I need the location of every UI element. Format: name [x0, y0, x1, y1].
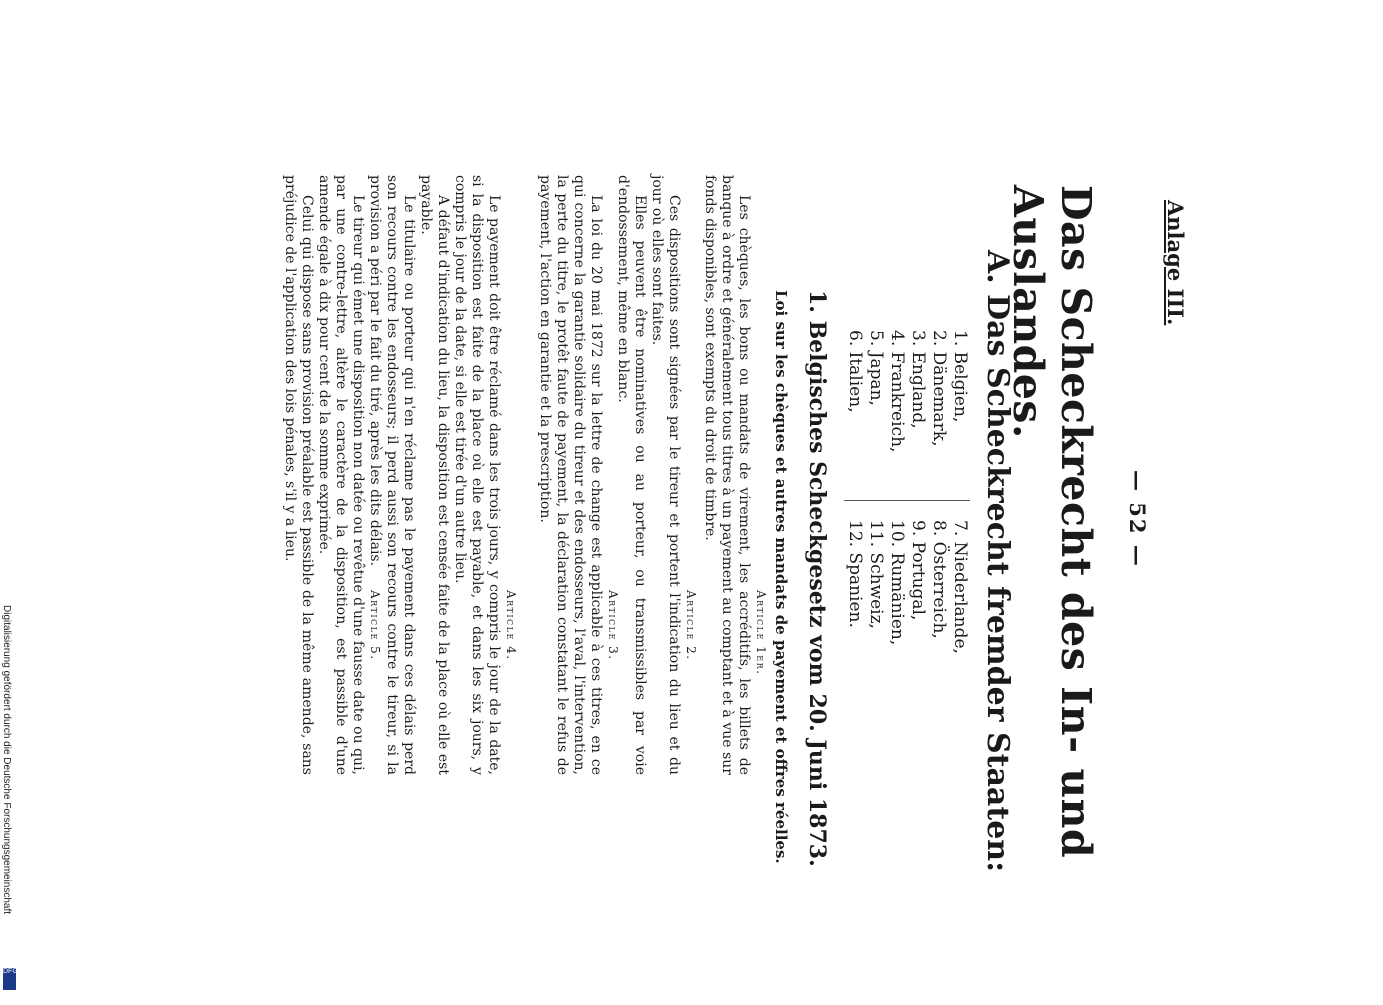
list-item: 2. Dänemark,	[929, 330, 949, 447]
list-item: 8. Österreich,	[929, 520, 949, 639]
bracket-divider	[844, 500, 970, 501]
document-title: Das Scheckrecht des In- und Auslandes.	[1004, 185, 1100, 859]
article-heading: Article 1er.	[754, 590, 768, 676]
list-item: 10. Rumänien,	[887, 520, 907, 646]
appendix-label: Anlage III.	[1163, 200, 1188, 326]
list-item: 12. Spanien.	[845, 520, 865, 628]
law-title: Loi sur les chèques et autres mandats de payement et offres réelles.	[772, 290, 790, 864]
list-item: 9. Portugal,	[908, 520, 928, 621]
page-number: — 52 —	[1125, 470, 1150, 568]
digitization-note-text: Digitalisierung gefördert durch die Deutsche Forschungsgemeinschaft	[1, 605, 12, 915]
section-heading: A. Das Scheckrecht fremder Staaten:	[980, 250, 1015, 873]
article-heading: Article 5.	[368, 590, 382, 661]
article-heading: Article 3.	[606, 590, 620, 661]
paragraph: Celui qui dispose sans provision préalable est passible de la même amende, sans préjudice de l'application des lois pénales, s'il y a lieu.	[282, 175, 315, 775]
article-body	[614, 175, 682, 775]
states-list-left	[844, 330, 970, 452]
article-heading: Article 2.	[684, 590, 698, 661]
list-item: 4. Frankreich,	[887, 330, 907, 453]
list-item: 1. Belgien,	[950, 330, 970, 423]
article-body	[701, 175, 752, 775]
document-page	[100, 0, 1260, 1000]
paragraph: Ces dispositions sont signées par le tireur et portent l'indication du lieu et du jour où elles sont faites.	[649, 175, 682, 775]
list-item: 5. Japan,	[866, 330, 886, 406]
list-item: 7. Niederlande,	[950, 520, 970, 654]
article-body	[536, 175, 604, 775]
paragraph: Les chèques, les bons ou mandats de virement, les accréditifs, les billets de banque à ordre et généralement tous titres à un payement au comptant et à vue sur fonds disponibles, sont exempts du droit de timbre.	[702, 175, 752, 775]
states-list-right	[844, 520, 970, 654]
list-item: 11. Schweiz,	[866, 520, 886, 629]
paragraph: A défaut d'indication du lieu, la disposition est censée faite de la place où elle est payable.	[418, 175, 451, 775]
paragraph: La loi du 20 mai 1872 sur la lettre de change est applicable à ces titres, en ce qui concerne la garantie solidaire du tireur et des endosseurs, l'aval, l'intervention, la perte du titre, le protêt faute de payement, la déclaration constatant le refus de payement, l'action en garantie et la prescription.	[537, 175, 604, 775]
list-item: 3. England,	[908, 330, 928, 429]
paragraph: Le titulaire ou porteur qui n'en réclame pas le payement dans ces délais perd son recours contre les endosseurs; il perd aussi son recours contre le tireur, si la provision a péri par le fait du tiré, après les dits délais.	[367, 175, 417, 775]
subsection-heading: 1. Belgisches Scheckgesetz vom 20. Juni 1873.	[804, 290, 830, 867]
dfg-logo: DFG	[3, 968, 16, 990]
list-item: 6. Italien,	[845, 330, 865, 413]
digitization-note	[0, 605, 18, 995]
article-body	[281, 175, 366, 775]
article-heading: Article 4.	[504, 590, 518, 661]
paragraph: Elles peuvent être nominatives ou au porteur, ou transmissibles par voie d'endossement, même en blanc.	[615, 175, 648, 775]
article-body	[366, 175, 502, 775]
paragraph: Le payement doit être réclamé dans les trois jours, y compris le jour de la date, si la disposition est faite de la place où elle est payable, et dans les six jours, y compris le jour de la date, si elle est tirée d'un autre lieu.	[452, 175, 502, 775]
paragraph: Le tireur qui émet une disposition non datée ou revêtue d'une fausse date ou qui, par une contre-lettre, altère le caractère de la disposition, est passible d'une amende égale à dix pour cent de la somme exprimée.	[316, 175, 366, 775]
